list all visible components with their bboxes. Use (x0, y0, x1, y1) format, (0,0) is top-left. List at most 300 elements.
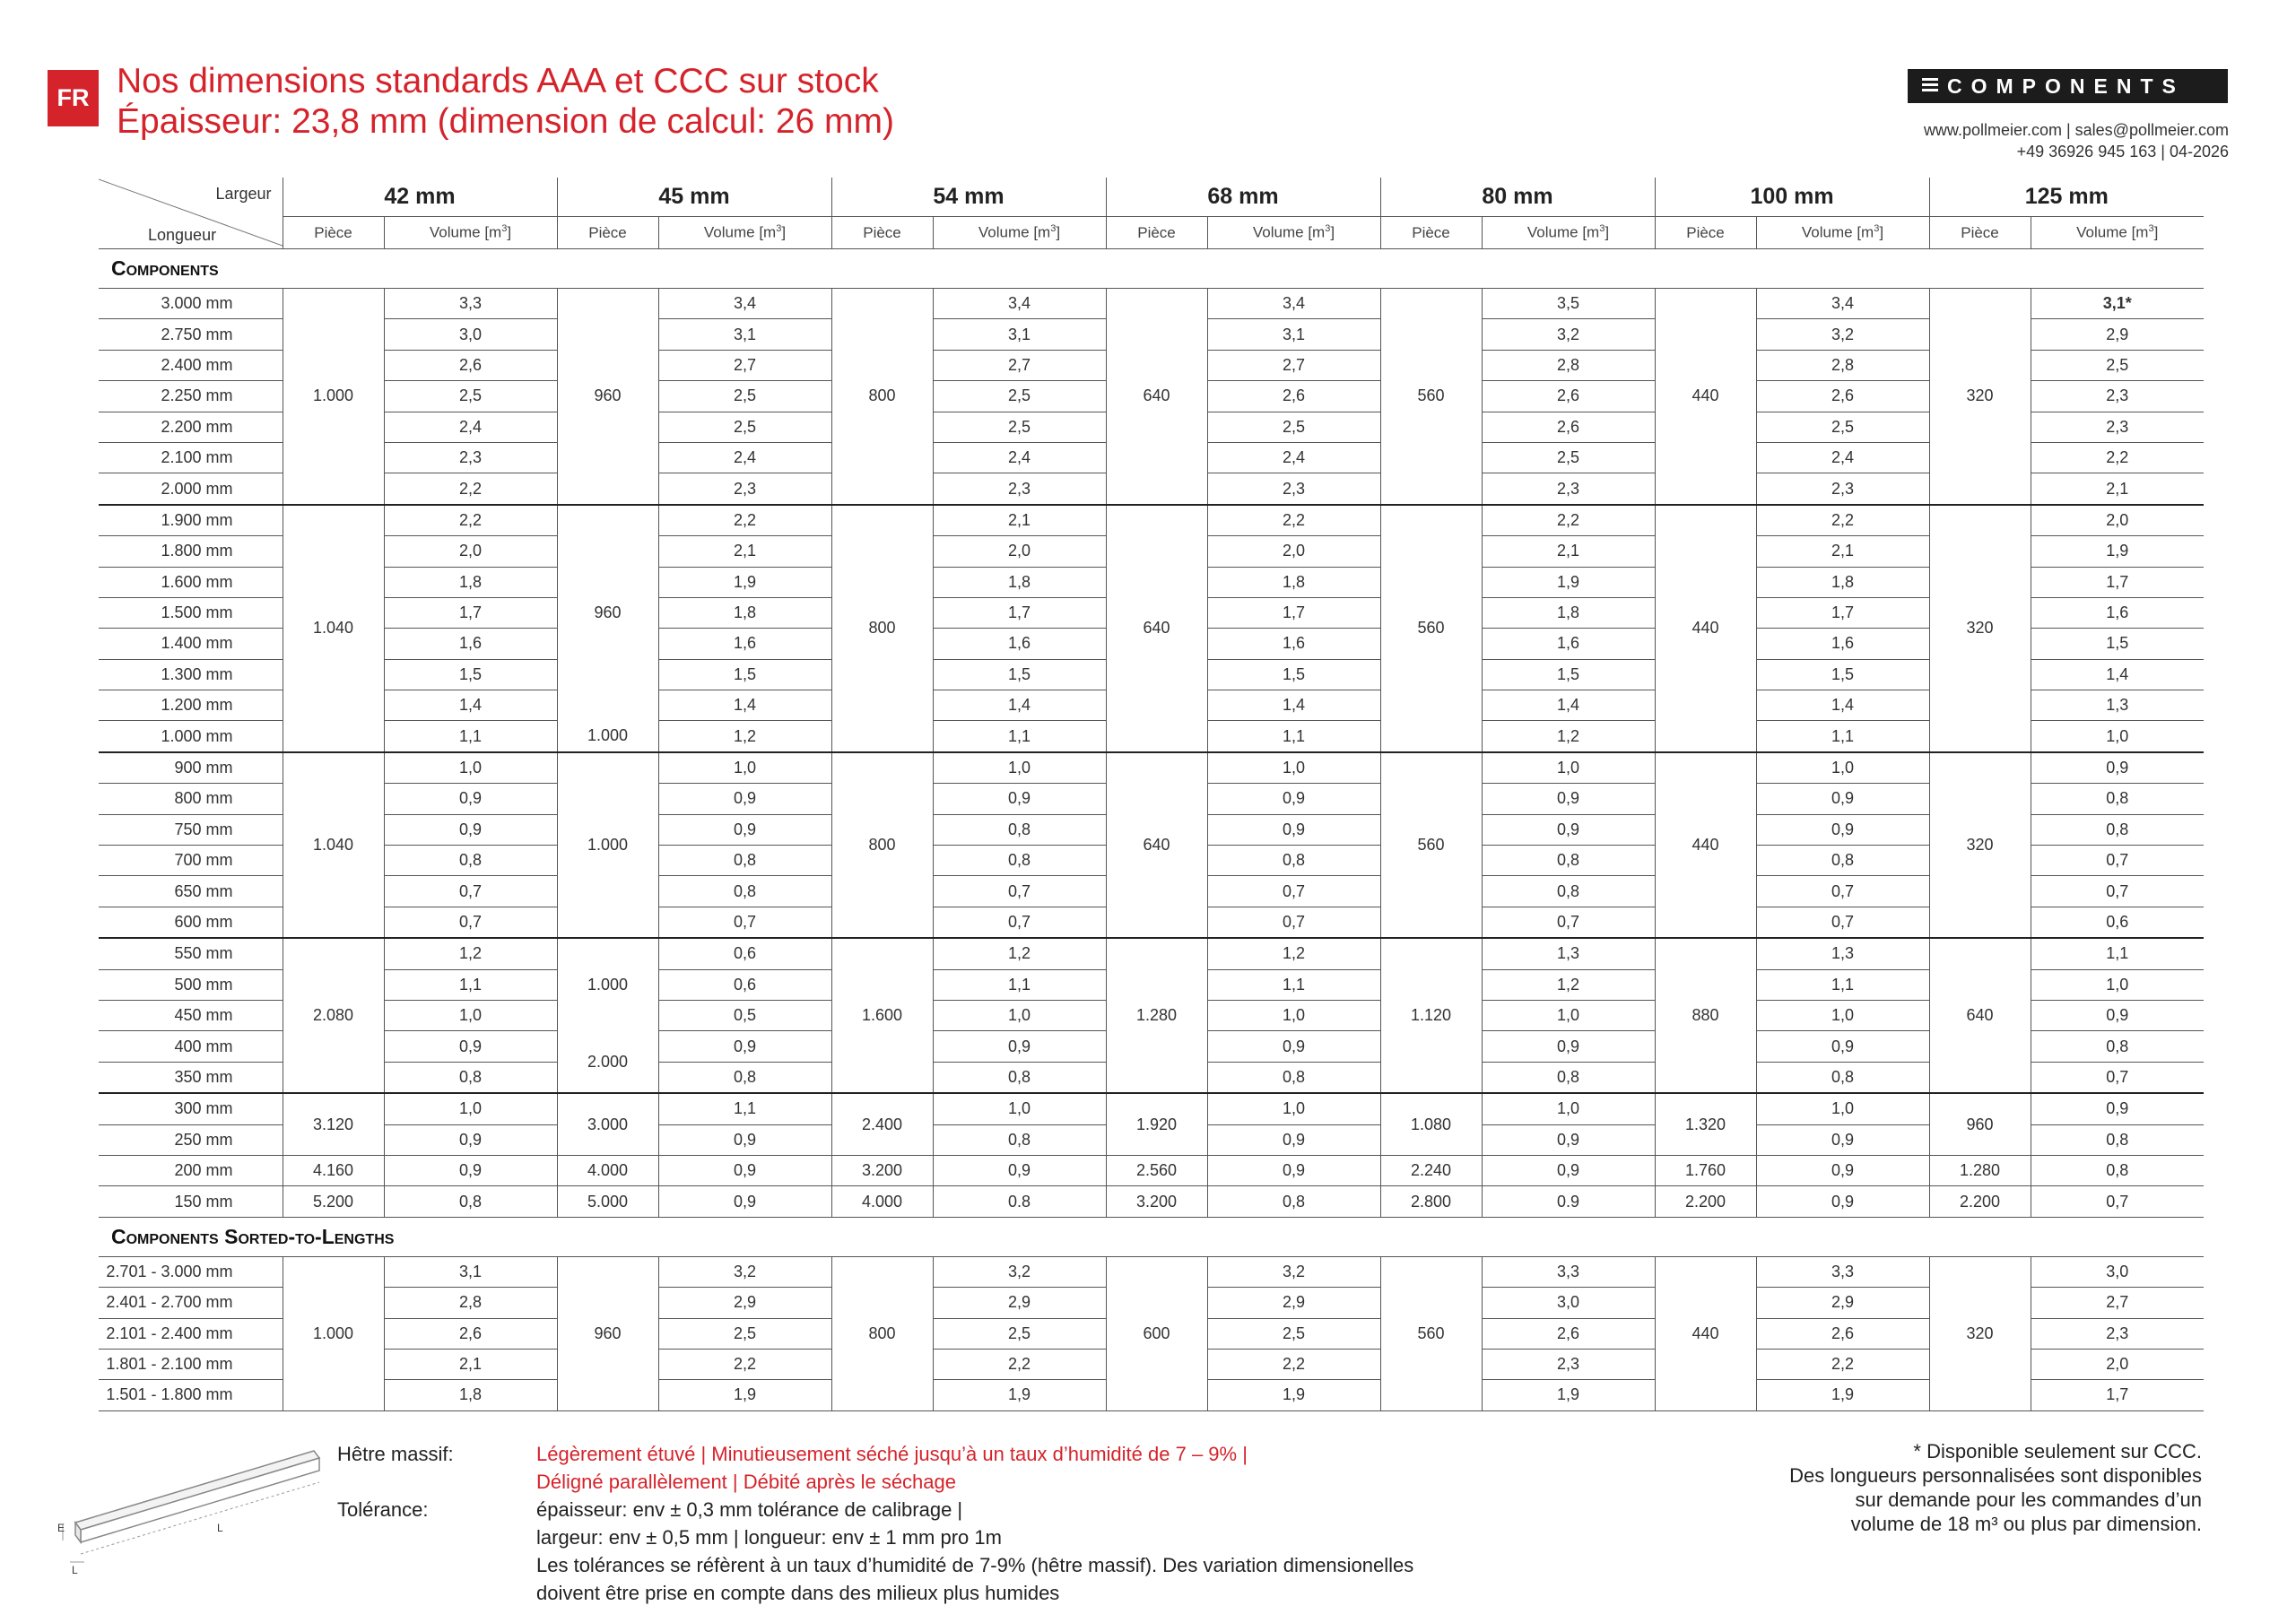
piece-cell: 440 (1655, 1256, 1756, 1410)
volume-header: Volume $[m^3]$ (1207, 217, 1380, 249)
tolerance-line-2: largeur: env ± 0,5 mm | longueur: env ± 1 mm pro 1m (536, 1526, 1002, 1549)
volume-cell: 0,7 (1207, 907, 1380, 938)
volume-cell: 1,9 (933, 1380, 1106, 1410)
volume-cell: 3,4 (658, 289, 831, 319)
volume-cell: 0,9 (933, 784, 1106, 814)
beam-label-l-width: L (72, 1564, 78, 1576)
volume-cell: 1,4 (1207, 690, 1380, 721)
volume-cell: 0,9 (658, 1031, 831, 1062)
length-cell: 1.300 mm (99, 659, 283, 690)
piece-cell: 3.000 (557, 1093, 658, 1155)
piece-cell: 1.000 (557, 938, 658, 1031)
volume-cell: 3,4 (1756, 289, 1929, 319)
length-cell: 700 mm (99, 846, 283, 876)
volume-cell: 1,1 (658, 1093, 831, 1124)
volume-cell: 2,4 (658, 442, 831, 473)
solid-line-2: Déligné parallèlement | Débité après le séchage (536, 1471, 956, 1493)
volume-cell: 3,3 (384, 289, 557, 319)
volume-cell: 0,7 (384, 907, 557, 938)
volume-cell: 2,0 (1207, 536, 1380, 567)
length-cell: 650 mm (99, 876, 283, 907)
volume-cell: 0,8 (1482, 846, 1655, 876)
volume-cell: 1,0 (2031, 969, 2204, 1000)
volume-cell: 3,1 (384, 1256, 557, 1287)
volume-cell: 2,2 (1756, 505, 1929, 536)
volume-cell: 0,9 (1207, 814, 1380, 845)
volume-cell: 2,4 (1207, 442, 1380, 473)
volume-cell: 0,9 (1207, 1124, 1380, 1155)
volume-cell: 0,9 (1207, 1155, 1380, 1185)
volume-cell: 1,3 (2031, 690, 2204, 721)
piece-cell: 640 (1106, 505, 1207, 752)
table-row (99, 752, 2204, 784)
volume-cell: 2,2 (1756, 1349, 1929, 1379)
contact-line-1: www.pollmeier.com | sales@pollmeier.com (1923, 121, 2229, 139)
piece-header: Pièce (283, 217, 384, 249)
volume-cell: 2,9 (1756, 1288, 1929, 1318)
length-cell: 2.100 mm (99, 442, 283, 473)
volume-cell: 1,4 (1756, 690, 1929, 721)
volume-cell: 0,8 (1482, 1062, 1655, 1093)
volume-cell: 1,2 (658, 721, 831, 752)
piece-header: Pièce (1380, 217, 1482, 249)
volume-cell: 1,6 (2031, 597, 2204, 628)
volume-cell: 0,8 (933, 1062, 1106, 1093)
width-header: 54 mm (831, 178, 1106, 217)
volume-cell: 2,5 (1756, 412, 1929, 442)
section-components-title-row (99, 249, 2204, 289)
volume-cell: 1,7 (1207, 597, 1380, 628)
volume-cell: 3,1 (933, 319, 1106, 350)
volume-cell: 1,1 (933, 969, 1106, 1000)
volume-cell: 2,5 (933, 1318, 1106, 1349)
volume-cell: 2,5 (658, 381, 831, 412)
volume-cell: 2,2 (1207, 505, 1380, 536)
piece-cell: 5.000 (557, 1186, 658, 1217)
header-row-widths (99, 178, 2204, 217)
volume-cell: 2,9 (2031, 319, 2204, 350)
volume-cell: 0,6 (658, 969, 831, 1000)
volume-cell: 0,9 (1207, 1031, 1380, 1062)
volume-cell: 0,8 (933, 814, 1106, 845)
volume-cell: 0,7 (2031, 846, 2204, 876)
piece-cell: 1.040 (283, 505, 384, 752)
piece-cell: 3.120 (283, 1093, 384, 1155)
table-row (99, 1093, 2204, 1124)
volume-cell: 3,1 (1207, 319, 1380, 350)
volume-cell: 2,1 (2031, 473, 2204, 505)
title-line-1: Nos dimensions standards AAA et CCC sur stock (117, 62, 879, 100)
piece-cell: 5.200 (283, 1186, 384, 1217)
volume-cell: 1,9 (2031, 536, 2204, 567)
piece-cell: 560 (1380, 752, 1482, 938)
volume-cell: 1,0 (1207, 1000, 1380, 1030)
volume-cell: 0,8 (1207, 1062, 1380, 1093)
volume-cell: 2,2 (658, 1349, 831, 1379)
volume-cell: 1,7 (2031, 567, 2204, 597)
volume-cell: 2,0 (384, 536, 557, 567)
volume-cell: 0,8 (658, 846, 831, 876)
piece-cell: 1.320 (1655, 1093, 1756, 1155)
piece-cell: 2.080 (283, 938, 384, 1093)
volume-cell: 1,1 (1756, 721, 1929, 752)
volume-cell: 1,9 (1482, 1380, 1655, 1410)
volume-cell: 2,2 (384, 505, 557, 536)
tolerance-line-3: Les tolérances se réfèrent à un taux d’humidité de 7-9% (hêtre massif). Des variation dimensionelles (536, 1554, 1414, 1576)
volume-cell: 2,4 (1756, 442, 1929, 473)
length-cell: 3.000 mm (99, 289, 283, 319)
volume-cell: 1,3 (1756, 938, 1929, 969)
volume-cell: 1,3 (1482, 938, 1655, 969)
volume-header: Volume $[m^3]$ (2031, 217, 2204, 249)
volume-cell: 1,6 (384, 629, 557, 659)
piece-cell: 1.760 (1655, 1155, 1756, 1185)
length-cell: 500 mm (99, 969, 283, 1000)
piece-cell: 560 (1380, 505, 1482, 752)
volume-cell: 1,5 (933, 659, 1106, 690)
piece-cell: 800 (831, 1256, 933, 1410)
volume-cell: 0,9 (1482, 1155, 1655, 1185)
brand-logo (1908, 69, 2228, 103)
piece-cell: 960 (1929, 1093, 2031, 1155)
volume-cell: 2,3 (2031, 1318, 2204, 1349)
volume-cell: 1,0 (1482, 1000, 1655, 1030)
volume-cell: 3,2 (1756, 319, 1929, 350)
piece-header: Pièce (1655, 217, 1756, 249)
volume-cell: 0,9 (658, 1124, 831, 1155)
volume-cell: 1,1 (1756, 969, 1929, 1000)
piece-cell: 800 (831, 289, 933, 505)
volume-cell: 0,9 (1207, 784, 1380, 814)
volume-cell: 1,9 (658, 567, 831, 597)
volume-cell: 0,9 (384, 814, 557, 845)
volume-cell: 1,0 (933, 1000, 1106, 1030)
volume-cell: 0,9 (1756, 1186, 1929, 1217)
length-cell: 900 mm (99, 752, 283, 784)
volume-cell: 1,8 (384, 567, 557, 597)
volume-cell: 2,9 (1207, 1288, 1380, 1318)
length-cell: 2.101 - 2.400 mm (99, 1318, 283, 1349)
piece-cell: 320 (1929, 505, 2031, 752)
volume-cell: 1,1 (384, 969, 557, 1000)
contact-line-2: +49 36926 945 163 | 04-2026 (2016, 143, 2229, 161)
volume-cell: 0,8 (384, 1186, 557, 1217)
volume-cell: 0,9 (384, 1124, 557, 1155)
volume-cell: 1,9 (1207, 1380, 1380, 1410)
beam-label-e: E (57, 1522, 65, 1534)
piece-cell: 1.080 (1380, 1093, 1482, 1155)
volume-cell: 0,7 (2031, 876, 2204, 907)
volume-cell: 0,8 (933, 846, 1106, 876)
volume-cell: 2,5 (933, 412, 1106, 442)
volume-cell: 1,0 (1207, 752, 1380, 784)
piece-cell: 2.400 (831, 1093, 933, 1155)
piece-header: Pièce (1929, 217, 2031, 249)
volume-cell: 1,7 (2031, 1380, 2204, 1410)
volume-cell: 0,9 (384, 1155, 557, 1185)
solid-line-1: Légèrement étuvé | Minutieusement séché jusqu’à un taux d’humidité de 7 – 9% | (536, 1443, 1248, 1465)
volume-cell: 2,3 (1482, 473, 1655, 505)
length-cell: 550 mm (99, 938, 283, 969)
volume-cell: 2,6 (384, 1318, 557, 1349)
volume-header: Volume $[m^3]$ (933, 217, 1106, 249)
volume-cell: 0,9 (2031, 1000, 2204, 1030)
piece-cell: 440 (1655, 505, 1756, 752)
volume-cell: 1,5 (384, 659, 557, 690)
volume-cell: 2,2 (2031, 442, 2204, 473)
corner-width-label: Largeur (215, 185, 272, 203)
volume-cell: 1,8 (933, 567, 1106, 597)
volume-cell: 2,3 (2031, 381, 2204, 412)
length-cell: 2.200 mm (99, 412, 283, 442)
length-cell: 2.400 mm (99, 350, 283, 380)
volume-cell: 2,7 (2031, 1288, 2204, 1318)
volume-cell: 2,7 (933, 350, 1106, 380)
volume-cell: 0,9 (2031, 1093, 2204, 1124)
piece-cell: 3.200 (831, 1155, 933, 1185)
volume-cell: 0,8 (2031, 1031, 2204, 1062)
volume-cell: 2,5 (384, 381, 557, 412)
tolerance-line-1: épaisseur: env ± 0,3 mm tolérance de calibrage | (536, 1498, 963, 1521)
volume-cell: 0,7 (384, 876, 557, 907)
volume-cell: 0,7 (1756, 876, 1929, 907)
volume-cell: 0,9 (1756, 784, 1929, 814)
volume-cell: 1,0 (1756, 1093, 1929, 1124)
volume-cell: 3,0 (2031, 1256, 2204, 1287)
volume-cell: 3,5 (1482, 289, 1655, 319)
volume-cell: 1,7 (384, 597, 557, 628)
volume-cell: 2,1 (1756, 536, 1929, 567)
volume-cell: 2,3 (658, 473, 831, 505)
volume-cell: 0,8 (1756, 1062, 1929, 1093)
volume-cell: 1,6 (658, 629, 831, 659)
volume-cell: 0,8 (384, 846, 557, 876)
piece-cell: 2.560 (1106, 1155, 1207, 1185)
volume-cell: 0,8 (1207, 1186, 1380, 1217)
volume-cell: 0,6 (2031, 907, 2204, 938)
volume-cell: 2,5 (2031, 350, 2204, 380)
language-badge: FR (48, 70, 99, 126)
volume-cell: 0,9 (1756, 814, 1929, 845)
length-cell: 400 mm (99, 1031, 283, 1062)
brand-wordmark: COMPONENTS (1947, 74, 2185, 98)
volume-cell: 2,1 (1482, 536, 1655, 567)
piece-cell: 1.120 (1380, 938, 1482, 1093)
page-title (117, 61, 894, 142)
volume-cell: 2,6 (1482, 412, 1655, 442)
piece-cell: 1.600 (831, 938, 933, 1093)
volume-cell: 1,8 (1207, 567, 1380, 597)
length-cell: 1.200 mm (99, 690, 283, 721)
volume-cell: 3,2 (658, 1256, 831, 1287)
volume-cell: 1,2 (933, 938, 1106, 969)
piece-cell: 320 (1929, 289, 2031, 505)
volume-cell: 1,8 (658, 597, 831, 628)
volume-cell: 0,9 (1756, 1031, 1929, 1062)
volume-cell: 1,0 (1207, 1093, 1380, 1124)
volume-cell: 0,9 (658, 784, 831, 814)
volume-cell: 0,7 (1207, 876, 1380, 907)
piece-cell: 4.000 (831, 1186, 933, 1217)
piece-cell: 4.160 (283, 1155, 384, 1185)
piece-cell: 1.920 (1106, 1093, 1207, 1155)
volume-cell: 3,1* (2031, 289, 2204, 319)
volume-cell: 0,7 (1482, 907, 1655, 938)
width-header: 68 mm (1106, 178, 1380, 217)
volume-cell: 2,3 (1207, 473, 1380, 505)
volume-cell: 3,1 (658, 319, 831, 350)
volume-cell: 2,2 (933, 1349, 1106, 1379)
volume-cell: 1,9 (1482, 567, 1655, 597)
volume-cell: 0,7 (933, 876, 1106, 907)
volume-cell: 1,0 (384, 752, 557, 784)
volume-cell: 2,0 (933, 536, 1106, 567)
volume-cell: 0,9 (658, 814, 831, 845)
piece-cell: 960 (557, 1256, 658, 1410)
piece-cell: 640 (1929, 938, 2031, 1093)
volume-cell: 3,2 (1482, 319, 1655, 350)
volume-cell: 3,4 (1207, 289, 1380, 319)
piece-cell: 440 (1655, 289, 1756, 505)
volume-cell: 2,9 (658, 1288, 831, 1318)
volume-cell: 0,8 (658, 1062, 831, 1093)
section-components-title: Components (99, 249, 2204, 289)
length-cell: 1.000 mm (99, 721, 283, 752)
length-cell: 150 mm (99, 1186, 283, 1217)
length-cell: 1.400 mm (99, 629, 283, 659)
beam-diagram (54, 1435, 323, 1583)
volume-cell: 1,1 (1207, 969, 1380, 1000)
volume-cell: 3,0 (1482, 1288, 1655, 1318)
volume-cell: 1,0 (1482, 752, 1655, 784)
piece-cell: 2.200 (1655, 1186, 1756, 1217)
piece-header: Pièce (831, 217, 933, 249)
piece-cell: 600 (1106, 1256, 1207, 1410)
footer-details (536, 1440, 1413, 1607)
volume-cell: 0,9 (1482, 1124, 1655, 1155)
piece-cell: 640 (1106, 289, 1207, 505)
length-cell: 450 mm (99, 1000, 283, 1030)
volume-cell: 0,8 (2031, 1155, 2204, 1185)
volume-cell: 3,4 (933, 289, 1106, 319)
piece-cell: 1.000 (557, 752, 658, 938)
volume-cell: 3,0 (384, 319, 557, 350)
volume-cell: 0,8 (658, 876, 831, 907)
piece-cell: 2.240 (1380, 1155, 1482, 1185)
volume-cell: 1,5 (1756, 659, 1929, 690)
table-row (99, 289, 2204, 319)
title-line-2: Épaisseur: 23,8 mm (dimension de calcul: 26 mm) (117, 102, 895, 141)
contact-info (1924, 119, 2229, 162)
volume-cell: 2,2 (384, 473, 557, 505)
volume-cell: 3,3 (1482, 1256, 1655, 1287)
table-row (99, 1256, 2204, 1287)
length-cell: 2.401 - 2.700 mm (99, 1288, 283, 1318)
volume-cell: 0,9 (1482, 814, 1655, 845)
volume-cell: 1,7 (1756, 597, 1929, 628)
volume-cell: 2,2 (1207, 1349, 1380, 1379)
volume-cell: 3,2 (1207, 1256, 1380, 1287)
volume-cell: 0,8 (2031, 784, 2204, 814)
volume-cell: 0,9 (658, 1155, 831, 1185)
section-sorted-title: Components Sorted-to-Lengths (99, 1217, 2204, 1256)
length-cell: 2.750 mm (99, 319, 283, 350)
volume-cell: 1,1 (384, 721, 557, 752)
piece-cell: 320 (1929, 1256, 2031, 1410)
piece-cell: 4.000 (557, 1155, 658, 1185)
volume-cell: 1,4 (2031, 659, 2204, 690)
volume-cell: 1,6 (1482, 629, 1655, 659)
width-header: 45 mm (557, 178, 831, 217)
volume-cell: 2,6 (1756, 381, 1929, 412)
piece-cell: 2.000 (557, 1031, 658, 1093)
volume-cell: 1,7 (933, 597, 1106, 628)
volume-cell: 2,6 (1482, 381, 1655, 412)
volume-cell: 2,1 (933, 505, 1106, 536)
volume-cell: 0,8 (1207, 846, 1380, 876)
volume-cell: 0,7 (2031, 1062, 2204, 1093)
length-cell: 1.900 mm (99, 505, 283, 536)
volume-header: Volume $[m^3]$ (1756, 217, 1929, 249)
volume-cell: 2,5 (658, 412, 831, 442)
volume-cell: 2,7 (1207, 350, 1380, 380)
volume-header: Volume $[m^3]$ (658, 217, 831, 249)
length-cell: 1.500 mm (99, 597, 283, 628)
length-cell: 1.800 mm (99, 536, 283, 567)
piece-cell: 640 (1106, 752, 1207, 938)
length-cell: 2.000 mm (99, 473, 283, 505)
length-cell: 1.600 mm (99, 567, 283, 597)
header-row-units (99, 217, 2204, 249)
volume-cell: 1,2 (1482, 969, 1655, 1000)
volume-cell: 2,6 (1207, 381, 1380, 412)
piece-cell: 320 (1929, 752, 2031, 938)
volume-cell: 2,5 (1482, 442, 1655, 473)
tolerance-label: Tolérance: (337, 1498, 429, 1521)
piece-cell: 1.280 (1106, 938, 1207, 1093)
length-cell: 250 mm (99, 1124, 283, 1155)
piece-cell: 1.000 (557, 721, 658, 752)
solid-label: Hêtre massif: (337, 1443, 454, 1465)
volume-cell: 2,9 (933, 1288, 1106, 1318)
piece-cell: 960 (557, 289, 658, 505)
volume-cell: 1,1 (1207, 721, 1380, 752)
volume-cell: 2,6 (1756, 1318, 1929, 1349)
volume-cell: 1,0 (384, 1093, 557, 1124)
length-cell: 350 mm (99, 1062, 283, 1093)
width-header: 125 mm (1929, 178, 2204, 217)
volume-cell: 2,2 (658, 505, 831, 536)
volume-cell: 0.8 (933, 1186, 1106, 1217)
volume-cell: 0,7 (658, 907, 831, 938)
width-header: 42 mm (283, 178, 557, 217)
length-cell: 1.501 - 1.800 mm (99, 1380, 283, 1410)
volume-cell: 0,9 (1482, 1031, 1655, 1062)
dimensions-table (99, 178, 2204, 1411)
volume-cell: 1,2 (1482, 721, 1655, 752)
piece-cell: 2.200 (1929, 1186, 2031, 1217)
volume-cell: 1,0 (384, 1000, 557, 1030)
volume-cell: 0,9 (1482, 784, 1655, 814)
volume-cell: 0,9 (933, 1031, 1106, 1062)
volume-cell: 2,1 (658, 536, 831, 567)
volume-cell: 2,8 (1756, 350, 1929, 380)
corner-length-label: Longueur (148, 226, 217, 244)
volume-cell: 0,7 (933, 907, 1106, 938)
beam-label-l: L (217, 1522, 223, 1534)
volume-cell: 0,8 (2031, 1124, 2204, 1155)
availability-note (1789, 1439, 2202, 1536)
